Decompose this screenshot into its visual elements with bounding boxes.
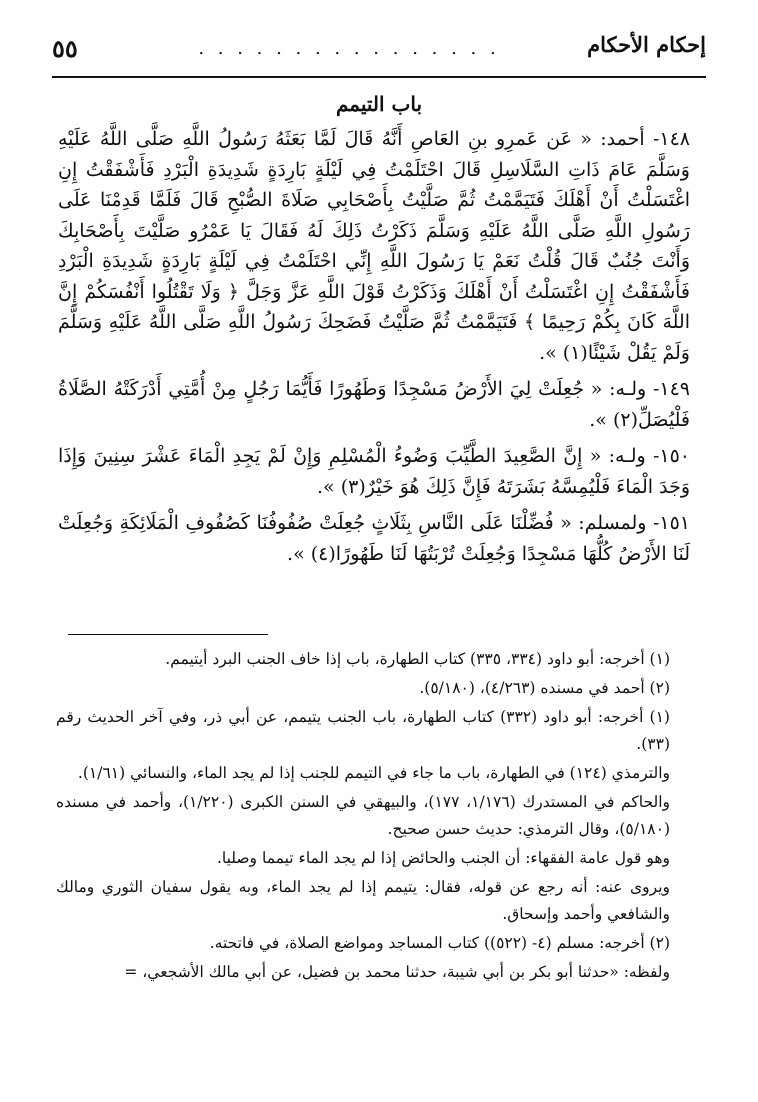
footnote: (١) أخرجه: أبو داود (٣٣٤، ٣٣٥) كتاب الطهارة، باب إذا خاف الجنب البرد أيتيمم. (165, 650, 670, 668)
footnote: وهو قول عامة الفقهاء: أن الجنب والحائض إذا لم يجد الماء تيمما وصليا. (216, 849, 670, 867)
footnote: والحاكم في المستدرك (١/١٧٦، ١٧٧)، والبيهقي في السنن الكبرى (١/٢٢٠)، وأحمد في مسنده (٥/١٨٠)، وقال الترمذي: حديث حسن صحيح. (56, 793, 670, 838)
footnotes (56, 646, 696, 988)
body-text (58, 124, 690, 575)
leader-dots: . . . . . . . . . . . . . . . . (198, 38, 500, 59)
page-number: ٥٥ (52, 34, 78, 63)
running-title: إحكام الأحكام (587, 32, 706, 57)
hadith-148: ١٤٨- أحمد: « عَن عَمرِو بنِ العَاصِ أَنَّهُ قَالَ لَمَّا بَعَثَهُ رَسُولُ اللَّهِ صَلَّى اللَّهُ عَلَيْهِ وَسَلَّمَ عَامَ ذَاتِ السَّلَاسِلِ قَالَ احْتَلَمْتُ فِي لَيْلَةٍ بَارِدَةٍ شَدِيدَةِ الْبَرْدِ فَأَشْفَقْتُ إِنِ اغْتَسَلْتُ أَنْ أَهْلَكَ فَتَيَمَّمْتُ ثُمَّ صَلَّيْتُ بِأَصْحَابِي صَلَاةَ الصُّبْحِ قَالَ فَلَمَّا قَدِمْنَا عَلَى رَسُولِ اللَّهِ صَلَّى اللَّهُ عَلَيْهِ وَسَلَّمَ ذَكَرْتُ ذَلِكَ لَهُ فَقَالَ يَا عَمْرُو صَلَّيْتَ بِأَصْحَابِكَ وَأَنْتَ جُنُبٌ قَالَ قُلْتُ نَعَمْ يَا رَسُولَ اللَّهِ إِنِّي احْتَلَمْتُ فِي لَيْلَةٍ بَارِدَةٍ شَدِيدَةِ الْبَرْدِ فَأَشْفَقْتُ إِنِ اغْتَسَلْتُ أَنْ أَهْلَكَ وَذَكَرْتُ قَوْلَ اللَّهِ عَزَّ وَجَلَّ ﴿ وَلَا تَقْتُلُوا أَنْفُسَكُمْ إِنَّ اللَّهَ كَانَ بِكُمْ رَحِيمًا ﴾ فَتَيَمَّمْتُ ثُمَّ صَلَّيْتُ فَضَحِكَ رَسُولُ اللَّهِ صَلَّى اللَّهُ عَلَيْهِ وَسَلَّمَ وَلَمْ يَقُلْ شَيْئًا(١) ». (58, 128, 690, 364)
header-rule (52, 76, 706, 78)
footnote: ويروى عنه: أنه رجع عن قوله، فقال: يتيمم إذا لم يجد الماء، وبه يقول سفيان الثوري ومالك والشافعي وأحمد وإسحاق. (56, 878, 670, 923)
footnote: والترمذي (١٢٤) في الطهارة، باب ما جاء في التيمم للجنب إذا لم يجد الماء، والنسائي (١/٦١). (77, 764, 670, 782)
footnote: (٢) أخرجه: مسلم (٤- (٥٢٢)) كتاب المساجد ومواضع الصلاة، في فاتحته. (209, 934, 670, 952)
footnote: ولفظه: «حدثنا أبو بكر بن أبي شيبة، حدثنا محمد بن فضيل، عن أبي مالك الأشجعي، = (124, 963, 670, 981)
footnote: (٢) أحمد في مسنده (٤/٢٦٣)، (٥/١٨٠). (419, 679, 670, 697)
hadith-150: ١٥٠- ولـه: « إِنَّ الصَّعِيدَ الطَّيِّبَ وَضُوءُ الْمُسْلِمِ وَإِنْ لَمْ يَجِدِ الْمَاءَ عَشْرَ سِنِينَ وَإِذَا وَجَدَ الْمَاءَ فَلْيُمِسَّهُ بَشَرَتَهُ فَإِنَّ ذَلِكَ هُوَ خَيْرٌ(٣) ». (58, 445, 690, 498)
hadith-151: ١٥١- ولمسلم: « فُضِّلْنَا عَلَى النَّاسِ بِثَلَاثٍ جُعِلَتْ صُفُوفُنَا كَصُفُوفِ الْمَلَائِكَةِ وَجُعِلَتْ لَنَا الأَرْضُ كُلُّهَا مَسْجِدًا وَجُعِلَتْ تُرْبَتُهَا لَنَا طَهُورًا(٤) ». (58, 512, 690, 565)
hadith-149: ١٤٩- ولـه: « جُعِلَتْ لِيَ الأَرْضُ مَسْجِدًا وَطَهُورًا فَأَيُّمَا رَجُلٍ مِنْ أُمَّتِي أَدْرَكَتْهُ الصَّلَاةُ فَلْيُصَلِّ(٢) ». (58, 378, 690, 431)
page-header (52, 30, 706, 70)
footnote: (١) أخرجه: أبو داود (٣٣٢) كتاب الطهارة، باب الجنب يتيمم، عن أبي ذر، وفي آخر الحديث رقم (٣٣). (56, 708, 670, 753)
footnote-separator (68, 634, 268, 635)
section-title: باب التيمم (335, 92, 423, 116)
